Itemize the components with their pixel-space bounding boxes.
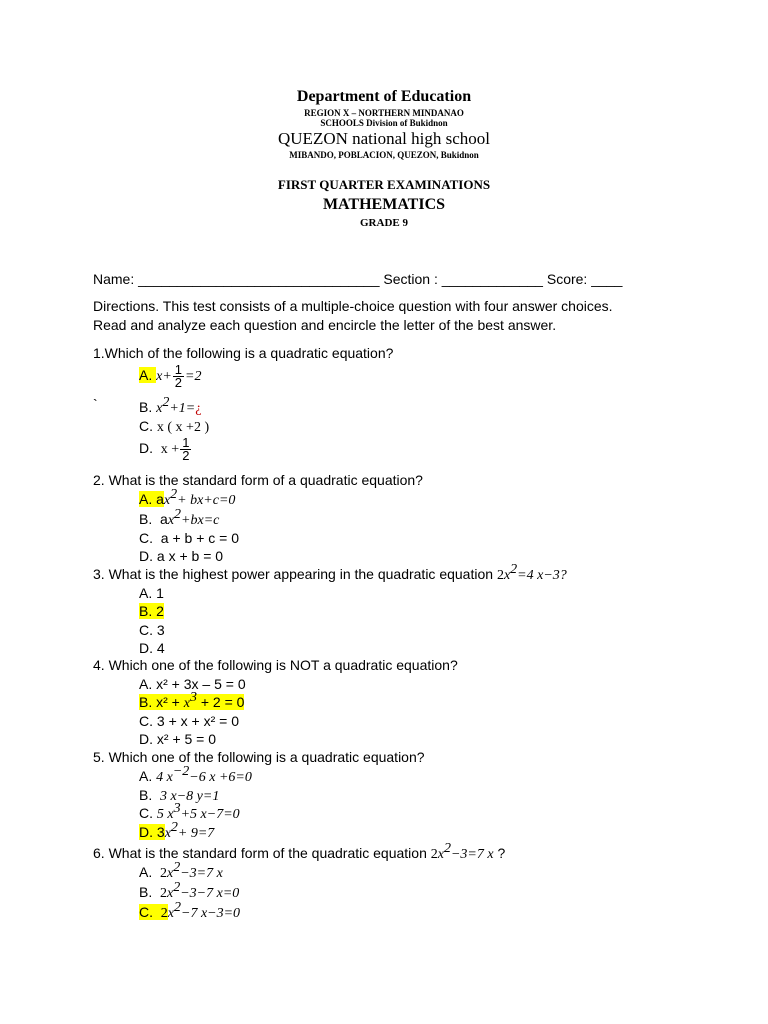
q2-option-b[interactable]: B. $ax^2+bx=c$ [139, 507, 220, 528]
student-info-line[interactable]: Name: _______________________________ Section : _____________ Score: ____ [93, 271, 623, 287]
q1-option-d[interactable]: D. x + $\frac{1}{2}$ [139, 435, 190, 463]
subject-title: MATHEMATICS [322, 196, 446, 213]
directions-line-1: Directions. This test consists of a multiple-choice question with four answer choices. [93, 298, 613, 314]
q5-option-a[interactable]: A. 4 $x^{-2}-6$ x +6=0 [139, 764, 252, 785]
school-address: MIBANDO, POBLACION, QUEZON, Bukidnon [289, 150, 479, 160]
q1-option-c[interactable]: C. x ( x +2 ) [139, 418, 210, 435]
question-2: 2. What is the standard form of a quadratic equation? [93, 472, 423, 488]
q1-option-a[interactable]: A. x+ $\frac{1}{2}$ =2 [139, 362, 202, 390]
q2-option-c[interactable]: C. a + b + c = 0 [139, 530, 240, 546]
q6-option-a[interactable]: A. $2x^2-3=7$ x [139, 860, 223, 881]
q4-option-c[interactable]: C. 3 + x + x² = 0 [139, 713, 239, 729]
q3-option-b[interactable]: B. 2 [139, 603, 164, 619]
q4-option-d[interactable]: D. x² + 5 = 0 [139, 731, 217, 747]
directions-line-2: Read and analyze each question and encircle the letter of the best answer. [93, 317, 557, 333]
question-6: 6. What is the standard form of the quadratic equation $2x^2-3=7$ x ? [93, 841, 506, 862]
q4-option-b[interactable]: B. $x^2 + x^3 + 2 = 0$ [139, 690, 245, 711]
department-title: Department of Education [296, 88, 472, 105]
exam-title: FIRST QUARTER EXAMINATIONS [277, 177, 491, 192]
q6-option-b[interactable]: B. $2x^2-3-7$ x=0 [139, 880, 240, 901]
q5-option-b[interactable]: B. 3 x−8 y=1 [139, 787, 220, 804]
q6-option-c[interactable]: C. $2x^2-7$ x−3=0 [139, 900, 241, 921]
region-line: REGION X – NORTHERN MINDANAO [304, 108, 464, 118]
question-3: 3. What is the highest power appearing in the quadratic equation $2x^2=4$ x−3? [93, 562, 567, 583]
q2-option-d[interactable]: D. a x + b = 0 [139, 548, 224, 564]
q3-option-c[interactable]: C. 3 [139, 622, 165, 638]
division-line: SCHOOLS Division of Bukidnon [320, 118, 448, 128]
q5-option-d[interactable]: D. $3x^2+ 9=7$ [139, 820, 215, 841]
question-4: 4. Which one of the following is NOT a quadratic equation? [93, 657, 458, 673]
q1-option-a-label: A. [139, 367, 153, 384]
question-5: 5. Which one of the following is a quadratic equation? [93, 749, 425, 765]
q3-option-d[interactable]: D. 4 [139, 640, 165, 656]
school-name: QUEZON national high school [278, 129, 490, 148]
grade-level: GRADE 9 [360, 217, 408, 229]
q5-option-c[interactable]: C. 5 $x^3+5$ x−7=0 [139, 801, 240, 822]
q3-option-a[interactable]: A. 1 [139, 585, 164, 601]
stray-tick: ` [93, 396, 98, 412]
q2-option-a[interactable]: A. $ax^2+ bx+c=0$ [139, 487, 236, 508]
q4-option-a[interactable]: A. x² + 3x – 5 = 0 [139, 676, 246, 692]
question-1: 1.Which of the following is a quadratic equation? [93, 345, 394, 361]
q1-option-b[interactable]: B. $x^2+1=¿$ [139, 395, 202, 416]
